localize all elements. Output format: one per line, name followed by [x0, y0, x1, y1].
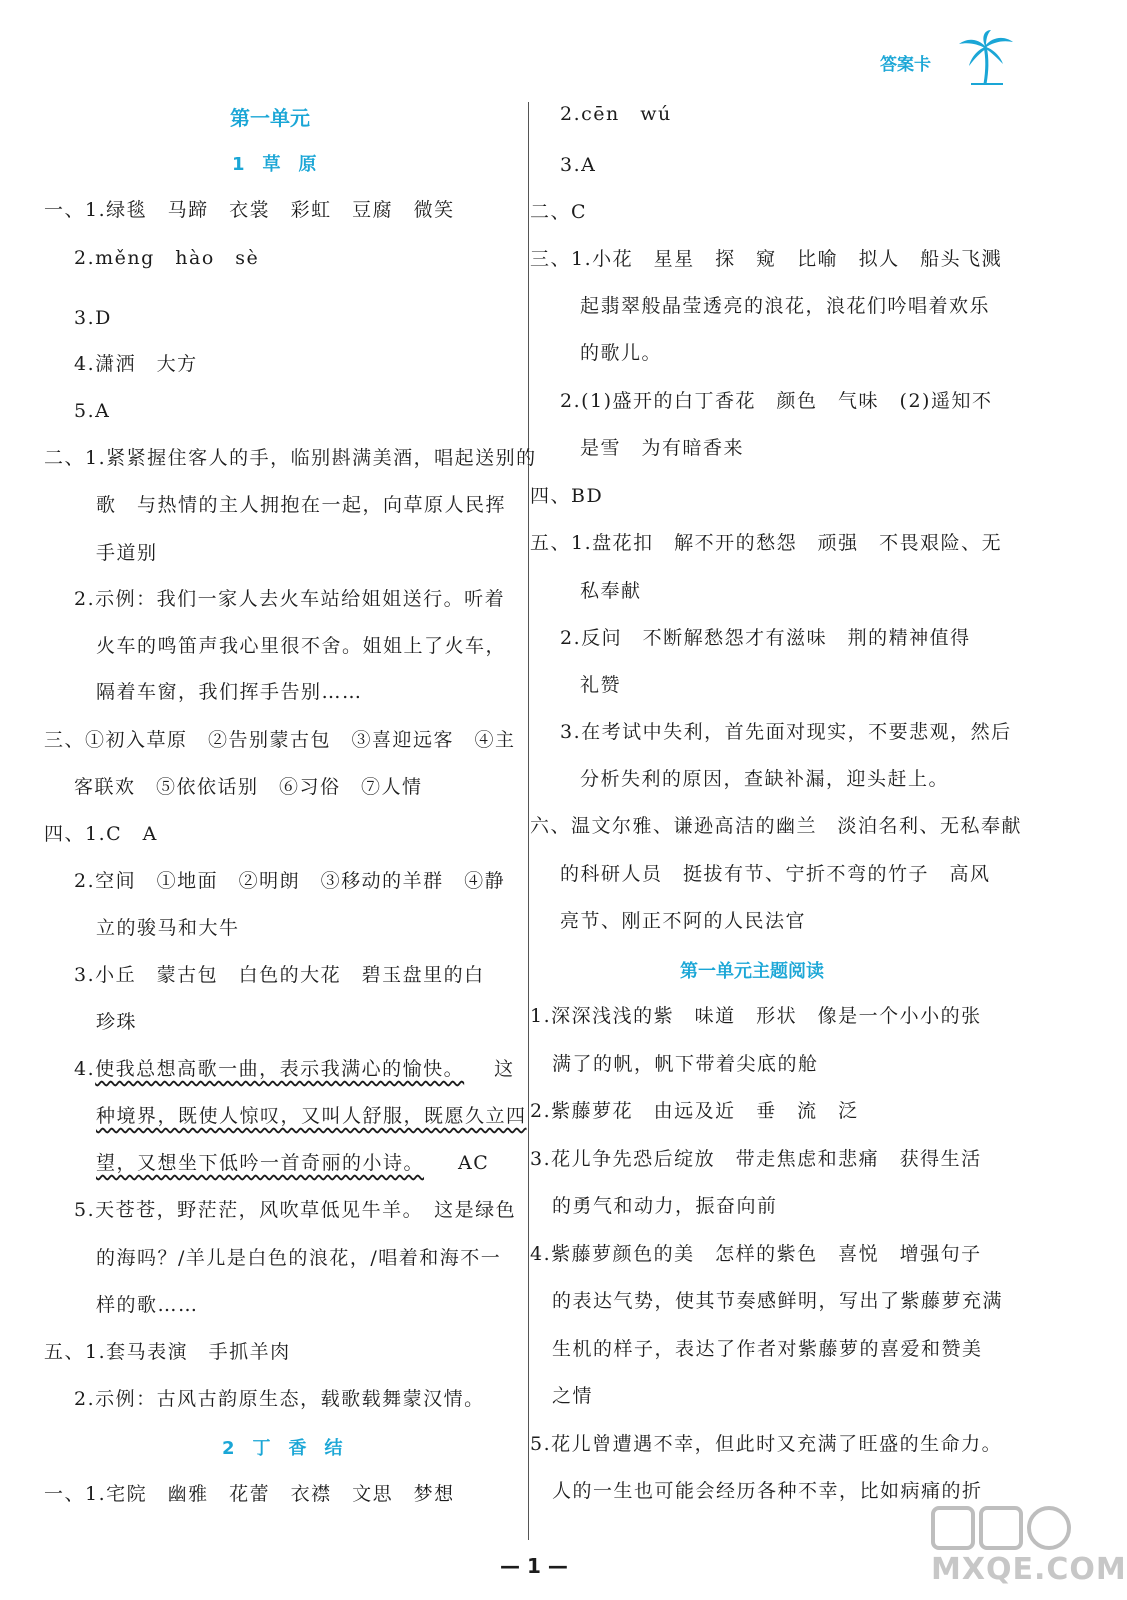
column-divider [528, 102, 529, 1540]
page-number: — 1 — [500, 1554, 568, 1578]
answer-line: 3.花儿争先恐后绽放 带走焦虑和悲痛 获得生活 [530, 1148, 982, 1170]
answer-line: 一、1.绿毯 马蹄 衣裳 彩虹 豆腐 微笑 [44, 199, 455, 221]
answer-line: 3.D [74, 307, 112, 329]
answer-line: 2.空间 ①地面 ②明朗 ③移动的羊群 ④静 [74, 870, 506, 892]
answer-line: 客联欢 ⑤依依话别 ⑥习俗 ⑦人情 [74, 776, 423, 798]
answer-line: 2.反问 不断解愁怨才有滋味 荆的精神值得 [560, 627, 971, 649]
unit-title: 第一单元 [230, 106, 310, 130]
answer-line: 一、1.宅院 幽雅 花蕾 衣襟 文思 梦想 [44, 1483, 455, 1505]
reading-title: 第一单元主题阅读 [680, 961, 824, 982]
watermark-logo-icon [925, 1500, 1075, 1560]
answer-line: 4.潇洒 大方 [74, 353, 198, 375]
answer-text: AC [458, 1152, 490, 1174]
answer-line: 私奉献 [580, 580, 642, 602]
underlined-text: 种境界，既使人惊叹，又叫人舒服，既愿久立四 [96, 1105, 527, 1127]
underlined-text: 使我总想高歌一曲，表示我满心的愉快。 [95, 1058, 465, 1080]
answer-line: 1.深深浅浅的紫 味道 形状 像是一个小小的张 [530, 1005, 982, 1027]
underlined-text: 望，又想坐下低吟一首奇丽的小诗。 [96, 1152, 425, 1174]
palm-tree-icon [955, 30, 1017, 86]
answer-line: 三、①初入草原 ②告别蒙古包 ③喜迎远客 ④主 [44, 729, 516, 751]
answer-line: 是雪 为有暗香来 [580, 437, 745, 459]
answer-line: 五、1.盘花扣 解不开的愁怨 顽强 不畏艰险、无 [530, 532, 1003, 554]
answer-line: 四、1.C A [44, 823, 158, 845]
answer-line: 的海吗？/羊儿是白色的浪花，/唱着和海不一 [96, 1247, 502, 1269]
answer-line: 隔着车窗，我们挥手告别…… [96, 681, 363, 703]
answer-line: 5.A [74, 400, 111, 422]
answer-line: 2.紫藤萝花 由远及近 垂 流 泛 [530, 1100, 859, 1122]
answer-line: 歌 与热情的主人拥抱在一起，向草原人民挥 [96, 494, 507, 516]
answer-line: 3.小丘 蒙古包 白色的大花 碧玉盘里的白 [74, 964, 485, 986]
answer-line: 的勇气和动力，振奋向前 [552, 1195, 778, 1217]
answer-line: 五、1.套马表演 手抓羊肉 [44, 1341, 291, 1363]
watermark-text: MXQE.COM [931, 1552, 1127, 1587]
answer-line: 3.在考试中失利，首先面对现实，不要悲观，然后 [560, 721, 1012, 743]
answer-line: 之情 [552, 1385, 594, 1407]
answer-line: 的科研人员 挺拔有节、宁折不弯的竹子 高风 [560, 863, 991, 885]
answer-line: 的表达气势，使其节奏感鲜明，写出了紫藤萝充满 [552, 1290, 1004, 1312]
answer-line: 2.měng hào sè [74, 247, 260, 269]
answer-line: 生机的样子，表达了作者对紫藤萝的喜爱和赞美 [552, 1338, 983, 1360]
answer-line: 满了的帆，帆下带着尖底的舱 [552, 1053, 819, 1075]
answer-line: 4.紫藤萝颜色的美 怎样的紫色 喜悦 增强句子 [530, 1243, 982, 1265]
answer-line: 起翡翠般晶莹透亮的浪花，浪花们吟唱着欢乐 [580, 295, 991, 317]
answer-line: 二、1.紧紧握住客人的手，临别斟满美酒，唱起送别的 [44, 447, 537, 469]
answer-line [96, 1151, 489, 1175]
answer-line: 4.使我总想高歌一曲，表示我满心的愉快。 这 [74, 1058, 515, 1080]
answer-line: 2.示例：我们一家人去火车站给姐姐送行。听着 [74, 588, 506, 610]
answer-line: 的歌儿。 [580, 342, 663, 364]
answer-line: 5.花儿曾遭遇不幸，但此时又充满了旺盛的生命力。 [530, 1433, 1003, 1455]
answer-line: 三、1.小花 星星 探 窥 比喻 拟人 船头飞溅 [530, 248, 1003, 270]
answer-line: 礼赞 [580, 674, 622, 696]
answer-line: 2.(1)盛开的白丁香花 颜色 气味 (2)遥知不 [560, 390, 993, 412]
answer-line: 样的歌…… [96, 1294, 199, 1316]
answer-line [96, 1104, 527, 1128]
answer-line: 珍珠 [96, 1011, 138, 1033]
answer-text: 这 [494, 1058, 515, 1080]
answer-line: 手道别 [96, 542, 158, 564]
answer-line: 四、BD [530, 485, 604, 507]
header-label: 答案卡 [880, 55, 931, 75]
answer-line: 立的骏马和大牛 [96, 917, 240, 939]
answer-line: 六、温文尔雅、谦逊高洁的幽兰 淡泊名利、无私奉献 [530, 815, 1023, 837]
answer-line: 人的一生也可能会经历各种不幸，比如病痛的折 [552, 1480, 983, 1502]
lesson2-title: 2 丁 香 结 [222, 1438, 343, 1459]
answer-line: 5.天苍苍，野茫茫，风吹草低见牛羊。 这是绿色 [74, 1199, 517, 1221]
answer-line: 火车的鸣笛声我心里很不舍。姐姐上了火车， [96, 635, 507, 657]
answer-line: 2.cēn wú [560, 103, 672, 125]
answer-line: 亮节、刚正不阿的人民法官 [560, 910, 807, 932]
answer-line: 分析失利的原因，查缺补漏，迎头赶上。 [580, 768, 950, 790]
lesson1-title: 1 草 原 [232, 154, 317, 175]
answer-line: 3.A [560, 154, 597, 176]
answer-line: 2.示例：古风古韵原生态，载歌载舞蒙汉情。 [74, 1388, 485, 1410]
watermark [925, 1500, 1127, 1600]
answer-line: 二、C [530, 201, 588, 223]
